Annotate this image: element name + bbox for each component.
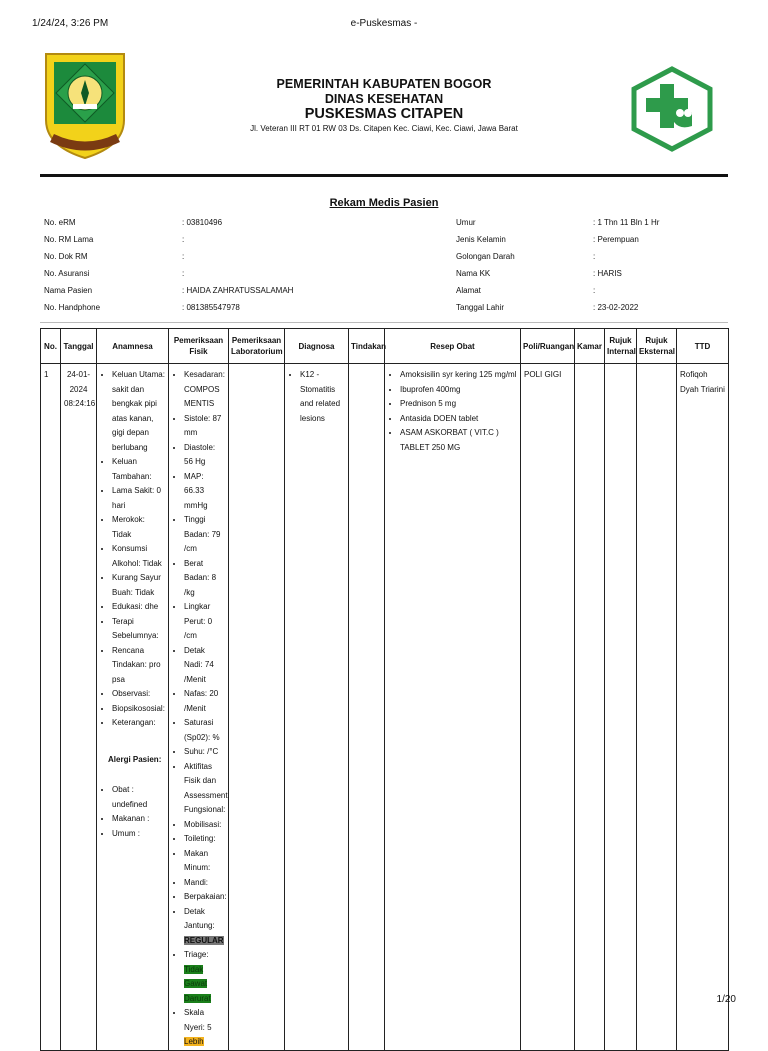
list-item: • Ibuprofen 400mg	[400, 383, 517, 398]
list-item: • Sistole: 87 mm	[184, 412, 225, 441]
col-diagnosa: Diagnosa	[285, 329, 349, 364]
list-item: • Terapi Sebelumnya:	[112, 615, 165, 644]
col-pemeriksaan-lab: Pemeriksaan Laboratorium	[229, 329, 285, 364]
list-item: • Antasida DOEN tablet	[400, 412, 517, 427]
list-item	[184, 905, 225, 949]
list-item: • Rencana Tindakan: pro psa	[112, 644, 165, 688]
list-item: • Observasi:	[112, 687, 165, 702]
list-item: • Mobilisasi:	[184, 818, 225, 833]
info-label: Alamat	[456, 286, 481, 295]
print-title: e-Puskesmas -	[350, 18, 418, 29]
info-value: : 1 Thn 11 Bln 1 Hr	[593, 218, 660, 227]
cell-poli-ruangan: POLI GIGI	[521, 364, 575, 1051]
list-item: • Prednison 5 mg	[400, 397, 517, 412]
list-item: • Lingkar Perut: 0 /cm	[184, 600, 225, 644]
print-datetime: 1/24/24, 3:26 PM	[32, 18, 109, 29]
header-puskesmas-name: PUSKESMAS CITAPEN	[304, 106, 464, 122]
col-ttd: TTD	[677, 329, 729, 364]
info-value: :	[182, 235, 185, 244]
table-header-row	[41, 329, 729, 364]
info-value: : 23-02-2022	[593, 303, 639, 312]
list-item: • Makanan :	[112, 812, 165, 827]
detak-value-badge: REGULAR	[184, 935, 224, 945]
info-value: : 081385547978	[182, 303, 240, 312]
list-item: • Aktifitas Fisik dan Assessment Fungsional:	[184, 760, 225, 818]
list-item: • Mandi:	[184, 876, 225, 891]
document-title: Rekam Medis Pasien	[329, 197, 439, 209]
medical-records-table	[40, 328, 728, 1051]
list-item	[184, 948, 225, 1006]
cell-resep-obat	[385, 364, 521, 1051]
col-anamnesa: Anamnesa	[97, 329, 169, 364]
info-label: No. RM Lama	[44, 235, 94, 244]
cell-rujuk-internal	[605, 364, 637, 1051]
cell-diagnosa	[285, 364, 349, 1051]
info-value: :	[182, 269, 185, 278]
info-value: : Perempuan	[593, 235, 639, 244]
triage-value-badge: Tidak Gawat Darurat	[184, 964, 211, 1003]
info-label: Nama KK	[456, 269, 491, 278]
detak-label: Detak Jantung:	[184, 906, 215, 930]
col-rujuk-internal: Rujuk Internal	[605, 329, 637, 364]
list-item: • Amoksisilin syr kering 125 mg/ml	[400, 368, 517, 383]
col-resep-obat: Resep Obat	[385, 329, 521, 364]
col-poli-ruangan: Poli/Ruangan	[521, 329, 575, 364]
cell-ttd: Rofiqoh Dyah Triarini	[677, 364, 729, 1051]
list-item: • Nafas: 20 /Menit	[184, 687, 225, 716]
list-item: • Berat Badan: 8 /kg	[184, 557, 225, 601]
list-item: • Edukasi: dhe	[112, 600, 165, 615]
info-label: No. Handphone	[44, 303, 101, 312]
list-item: • Kurang Sayur Buah: Tidak	[112, 571, 165, 600]
list-item	[184, 1006, 225, 1050]
info-label: No. Dok RM	[44, 252, 88, 261]
info-label: Jenis Kelamin	[456, 235, 506, 244]
page-number: 1/20	[716, 994, 736, 1005]
list-item: • K12 - Stomatitis and related lesions	[300, 368, 345, 426]
info-divider	[40, 322, 728, 323]
table-row	[41, 364, 729, 1051]
info-label: Golongan Darah	[456, 252, 515, 261]
info-value: : HAIDA ZAHRATUSSALAMAH	[182, 286, 294, 295]
info-value: : 03810496	[182, 218, 223, 227]
col-kamar: Kamar	[575, 329, 605, 364]
header-address: Jl. Veteran III RT 01 RW 03 Ds. Citapen Kec. Ciawi, Kec. Ciawi, Jawa Barat	[250, 124, 518, 133]
cell-tindakan	[349, 364, 385, 1051]
patient-info	[0, 0, 768, 320]
list-item: • Obat : undefined	[112, 783, 165, 812]
list-item: • Keluan Tambahan:	[112, 455, 165, 484]
list-item: • Kesadaran: COMPOS MENTIS	[184, 368, 225, 412]
info-value: : HARIS	[593, 269, 622, 278]
col-no: No.	[41, 329, 61, 364]
info-label: Umur	[456, 218, 476, 227]
list-item: • ASAM ASKORBAT ( VIT.C ) TABLET 250 MG	[400, 426, 517, 455]
info-value: :	[593, 286, 596, 295]
col-tindakan: Tindakan	[349, 329, 385, 364]
header-department: DINAS KESEHATAN	[324, 92, 444, 106]
info-value: :	[593, 252, 596, 261]
cell-tanggal: 24-01-2024 08:24:16	[61, 364, 97, 1051]
list-item: • Berpakaian:	[184, 890, 225, 905]
list-item: • Tinggi Badan: 79 /cm	[184, 513, 225, 557]
list-item: • Merokok: Tidak	[112, 513, 165, 542]
cell-pemeriksaan-lab	[229, 364, 285, 1051]
cell-no: 1	[41, 364, 61, 1051]
list-item: • MAP: 66.33 mmHg	[184, 470, 225, 514]
list-item: • Saturasi (Sp02): %	[184, 716, 225, 745]
info-value: :	[182, 252, 185, 261]
info-label: Tanggal Lahir	[456, 303, 505, 312]
col-tanggal: Tanggal	[61, 329, 97, 364]
triage-label: Triage:	[184, 950, 209, 959]
list-item: • Detak Nadi: 74 /Menit	[184, 644, 225, 688]
cell-pemeriksaan-fisik	[169, 364, 229, 1051]
list-item: • Diastole: 56 Hg	[184, 441, 225, 470]
info-label: No. Asuransi	[44, 269, 90, 278]
header-government: PEMERINTAH KABUPATEN BOGOR	[276, 77, 492, 91]
col-pemeriksaan-fisik: Pemeriksaan Fisik	[169, 329, 229, 364]
skala-label: Skala Nyeri: 5	[184, 1008, 212, 1032]
info-label: No. eRM	[44, 218, 76, 227]
list-item: • Biopsikososial:	[112, 702, 165, 717]
cell-rujuk-eksternal	[637, 364, 677, 1051]
list-item: • Suhu: /°C	[184, 745, 225, 760]
cell-kamar	[575, 364, 605, 1051]
cell-anamnesa	[97, 364, 169, 1051]
alergi-heading: Alergi Pasien:	[108, 754, 162, 764]
list-item: • Keluan Utama: sakit dan bengkak pipi atas kanan, gigi depan berlubang	[112, 368, 165, 455]
skala-value-badge: Lebih	[184, 1037, 204, 1046]
list-item: • Konsumsi Alkohol: Tidak	[112, 542, 165, 571]
list-item: • Makan Minum:	[184, 847, 225, 876]
list-item: • Toileting:	[184, 832, 225, 847]
list-item: • Umum :	[112, 827, 165, 842]
col-rujuk-eksternal: Rujuk Eksternal	[637, 329, 677, 364]
info-label: Nama Pasien	[44, 286, 93, 295]
list-item: • Lama Sakit: 0 hari	[112, 484, 165, 513]
list-item: • Keterangan:	[112, 716, 165, 731]
